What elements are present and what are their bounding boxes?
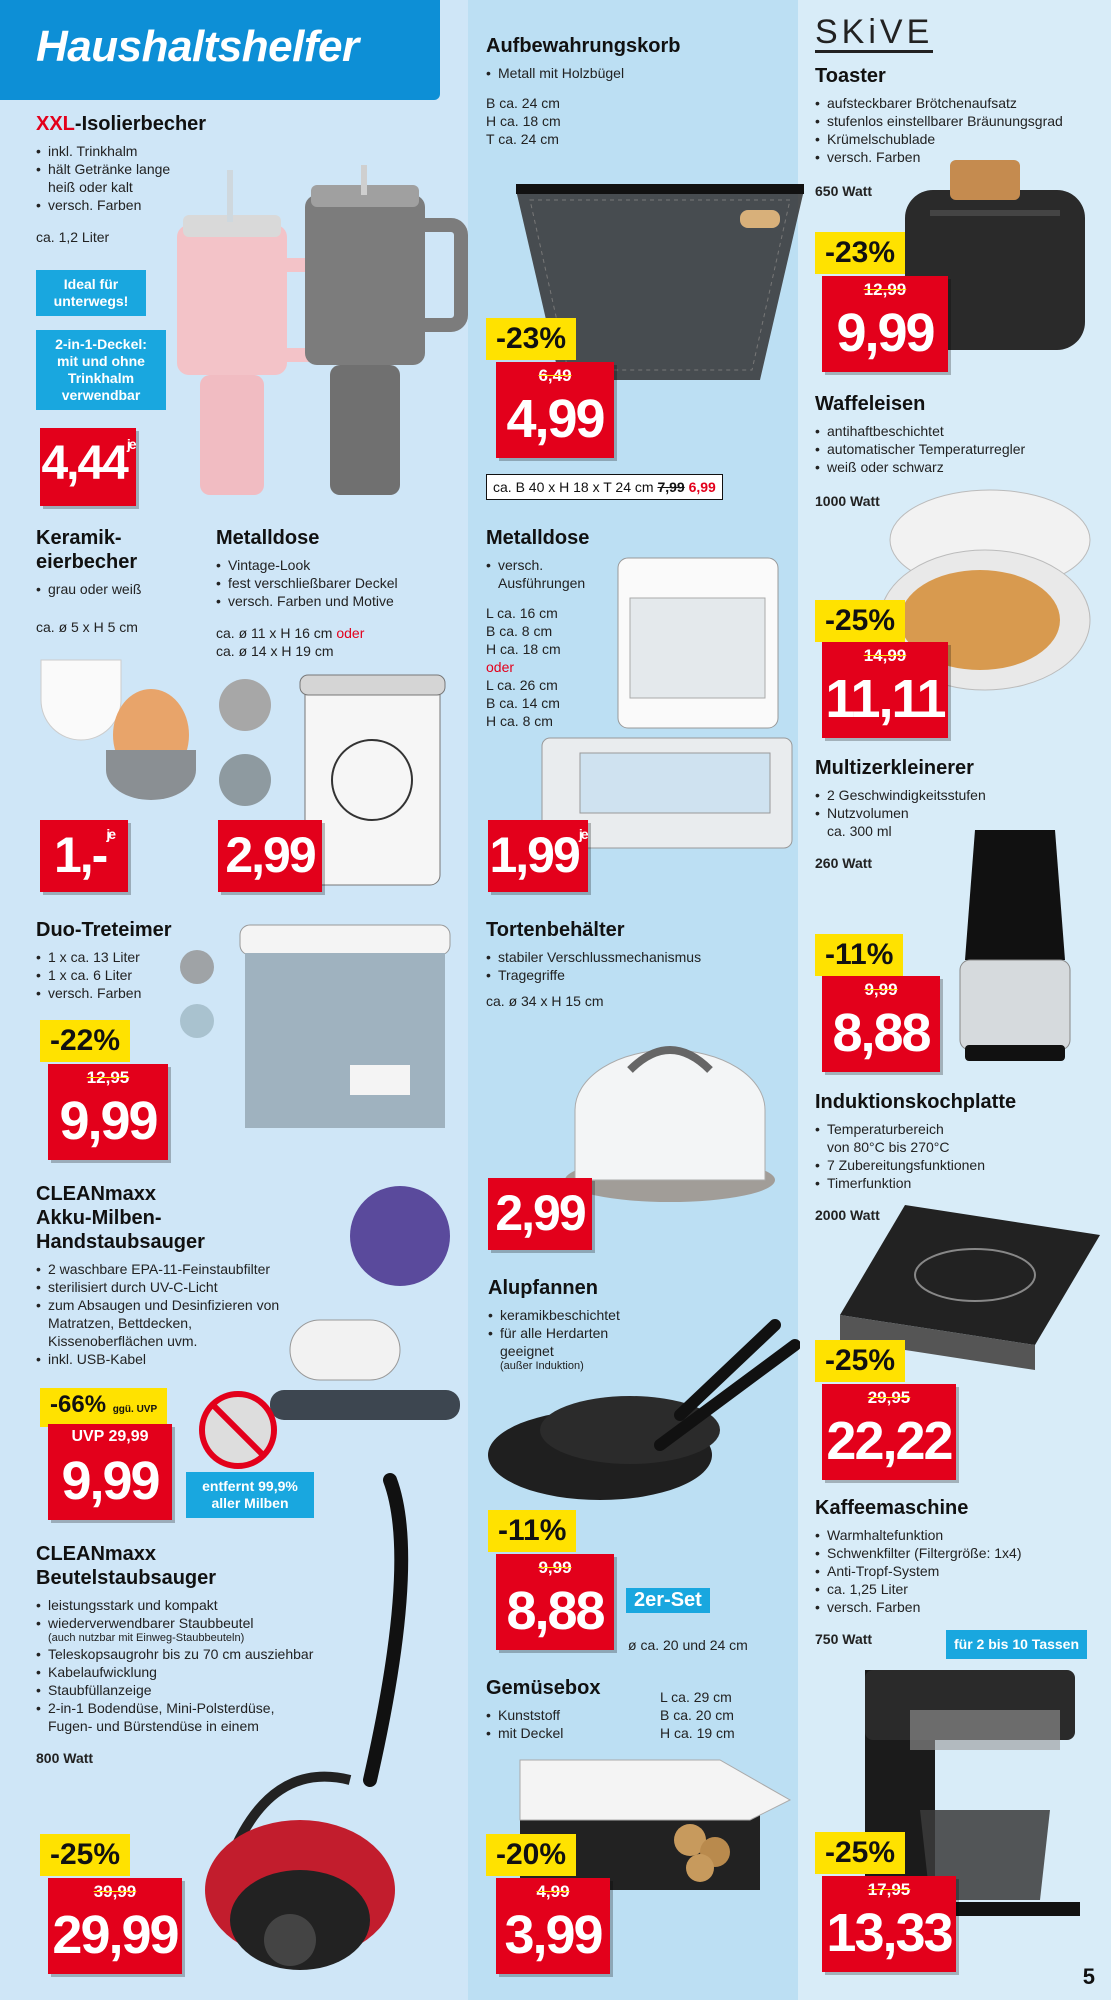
chopper-image	[955, 820, 1075, 1065]
feature-item: • Kunststoff	[486, 1706, 646, 1724]
metalldose1-info	[216, 526, 466, 660]
waffel-title: Waffeleisen	[815, 393, 926, 415]
metalldose2-price: $1,99^{je}$	[488, 820, 588, 892]
feature-item: • Staubfüllanzeige	[36, 1681, 366, 1699]
pfannen-discount: -11%	[488, 1510, 576, 1552]
oder-label: oder	[486, 659, 515, 675]
watt-label: 650 Watt	[815, 183, 873, 199]
multi-title: Multizerkleinerer	[815, 757, 974, 779]
gemuesebox-price: 4,99 3,99	[496, 1878, 610, 1974]
feature-item: • 2 Geschwindigkeitsstufen	[815, 786, 1095, 804]
handstaubsauger-title: CLEANmaxx Akku-Milben- Handstaubsauger	[36, 1183, 205, 1253]
torte-title: Tortenbehälter	[486, 919, 625, 941]
metalldose2-title: Metalldose	[486, 527, 590, 549]
page-title: Haushaltshelfer	[36, 22, 359, 71]
feature-item: • sterilisiert durch UV-C-Licht	[36, 1278, 356, 1296]
feature-item: • Metall mit Holzbügel	[486, 64, 786, 82]
feature-item: • versch. Farben und Motive	[216, 592, 466, 610]
feature-item: • Tragegriffe	[486, 966, 786, 984]
korb-alt-size: ca. B 40 x H 18 x T 24 cm 7,99 6,99	[486, 474, 723, 500]
kaffee-price: 17,95 13,33	[822, 1876, 956, 1972]
feature-item: • zum Absaugen und Desinfizieren von Matratzen, Bettdecken, Kissenoberflächen uvm.	[36, 1296, 356, 1350]
page-number: 5	[1082, 1964, 1095, 1989]
feature-item: • Anti-Tropf-System	[815, 1562, 1095, 1580]
metalldose1-price: 2,99	[218, 820, 322, 892]
feature-item: • 7 Zubereitungsfunktionen	[815, 1156, 1095, 1174]
metalldose2-dims-b: L ca. 26 cm B ca. 14 cm H ca. 8 cm	[486, 677, 560, 729]
waffel-price: 14,99 11,11	[822, 642, 948, 738]
gemuesebox-info	[486, 1676, 646, 1742]
metalldose1-title: Metalldose	[216, 527, 320, 549]
feature-item: • keramikbeschichtet	[488, 1306, 788, 1324]
header-banner	[0, 0, 440, 100]
trash-bin-image	[230, 915, 460, 1145]
metalldose2-dims-a: L ca. 16 cm B ca. 8 cm H ca. 18 cm	[486, 605, 561, 657]
feature-item: • Nutzvolumen ca. 300 ml	[815, 804, 1095, 840]
eierbecher-info	[36, 526, 206, 636]
color-swatch-grey	[180, 950, 214, 984]
feature-item: • mit Deckel	[486, 1724, 646, 1742]
gemuesebox-dims: L ca. 29 cm B ca. 20 cm H ca. 19 cm	[660, 1689, 735, 1741]
color-swatch-blue	[180, 1004, 214, 1038]
feature-item: • Warmhaltefunktion	[815, 1526, 1095, 1544]
gemuesebox-title: Gemüsebox	[486, 1677, 601, 1699]
feature-item: • versch. Farben	[36, 984, 216, 1002]
feature-item: • aufsteckbarer Brötchenaufsatz	[815, 94, 1095, 112]
eierbecher-price: 1,-$^{je}$	[40, 820, 128, 892]
torte-price: 2,99	[488, 1178, 592, 1250]
gemuesebox-discount: -20%	[486, 1834, 576, 1876]
treteimer-price: 12,95 9,99	[48, 1064, 168, 1160]
korb-title: Aufbewahrungskorb	[486, 35, 681, 57]
feature-item: • für alle Herdarten geeignet	[488, 1324, 788, 1360]
deckel-badge: 2-in-1-Deckel: mit und ohne Trinkhalm verwendbar	[36, 330, 166, 410]
feature-item: • Teleskopsaugrohr bis zu 70 cm ausziehbar	[36, 1645, 366, 1663]
skive-logo: SKiVE	[815, 13, 934, 51]
ideal-badge: Ideal für unterwegs!	[36, 270, 146, 316]
feature-item: • antihaftbeschichtet	[815, 422, 1095, 440]
feature-item: • hält Getränke lange heiß oder kalt	[36, 160, 226, 196]
tassen-badge: für 2 bis 10 Tassen	[946, 1630, 1087, 1659]
feature-item: • Krümelschublade	[815, 130, 1095, 148]
feature-item: • wiederverwendbarer Staubbeutel	[36, 1614, 366, 1632]
torte-info	[486, 918, 786, 1010]
feature-item: • automatischer Temperaturregler	[815, 440, 1095, 458]
multi-price: 9,99 8,88	[822, 976, 940, 1072]
toaster-discount: -23%	[815, 232, 905, 274]
metalldose1-dims: ca. ø 11 x H 16 cm oder	[216, 625, 365, 641]
korb-dims: B ca. 24 cm H ca. 18 cm T ca. 24 cm	[486, 95, 561, 147]
feature-item: • 1 x ca. 6 Liter	[36, 966, 216, 984]
tumbler-image	[165, 165, 475, 515]
watt-label: 2000 Watt	[815, 1207, 880, 1223]
waffel-discount: -25%	[815, 600, 905, 642]
korb-price: 6,49 4,99	[496, 362, 614, 458]
canister-vacuum-image	[180, 1470, 470, 1990]
korb-info	[486, 34, 786, 148]
feature-item: • inkl. USB-Kabel	[36, 1350, 356, 1368]
watt-label: 1000 Watt	[815, 493, 880, 509]
milben-badge: entfernt 99,9% aller Milben	[186, 1472, 314, 1518]
kaffee-discount: -25%	[815, 1832, 905, 1874]
watt-label: 750 Watt	[815, 1631, 873, 1647]
feature-item: • Temperaturbereich von 80°C bis 270°C	[815, 1120, 1095, 1156]
eierbecher-title: Keramik- eierbecher	[36, 527, 138, 573]
multi-discount: -11%	[815, 934, 903, 976]
note: (außer Induktion)	[500, 1360, 584, 1372]
set-badge: 2er-Set	[626, 1588, 710, 1613]
eggcup-image	[36, 650, 206, 800]
pfannen-price: 9,99 8,88	[496, 1554, 614, 1650]
eierbecher-dims: ca. ø 5 x H 5 cm	[36, 619, 138, 635]
feature-item: • versch. Ausführungen	[486, 556, 606, 592]
pfannen-title: Alupfannen	[488, 1277, 598, 1299]
beutelstaubsauger-price: 39,99 29,99	[48, 1878, 182, 1974]
feature-item: • Kabelaufwicklung	[36, 1663, 366, 1681]
feature-item: • fest verschließbarer Deckel	[216, 574, 466, 592]
feature-item: • stufenlos einstellbarer Bräunungsgrad	[815, 112, 1095, 130]
kaffee-info	[815, 1496, 1095, 1648]
watt-label: 800 Watt	[36, 1750, 94, 1766]
induktion-price: 29,95 22,22	[822, 1384, 956, 1480]
feature-item: • stabiler Verschlussmechanismus	[486, 948, 786, 966]
watt-label: 260 Watt	[815, 855, 873, 871]
feature-item: • versch. Farben	[815, 148, 1095, 166]
feature-item: • versch. Farben	[815, 1598, 1095, 1616]
isolierbecher-price: $4,44^{je}$	[40, 428, 136, 506]
kaffee-title: Kaffeemaschine	[815, 1497, 969, 1519]
torte-dims: ca. ø 34 x H 15 cm	[486, 993, 604, 1009]
feature-item: • Timerfunktion	[815, 1174, 1095, 1192]
handheld-vacuum-image	[260, 1180, 470, 1450]
treteimer-title: Duo-Treteimer	[36, 919, 172, 941]
handstaubsauger-discount: -66% ggü. UVP	[40, 1388, 167, 1427]
feature-item: • 1 x ca. 13 Liter	[36, 948, 216, 966]
note: (auch nutzbar mit Einweg-Staubbeuteln)	[48, 1632, 245, 1644]
isolierbecher-title: XXL-Isolierbecher	[36, 113, 207, 135]
korb-discount: -23%	[486, 318, 576, 360]
induktion-title: Induktionskochplatte	[815, 1091, 1017, 1113]
feature-item: • weiß oder schwarz	[815, 458, 1095, 476]
feature-item: • 2-in-1 Bodendüse, Mini-Polsterdüse, Fugen- und Bürstendüse in einem	[36, 1699, 366, 1735]
volume-label: ca. 1,2 Liter	[36, 229, 110, 245]
treteimer-discount: -22%	[40, 1020, 130, 1062]
induktion-discount: -25%	[815, 1340, 905, 1382]
pfannen-dims: ø ca. 20 und 24 cm	[628, 1637, 748, 1653]
feature-item: • inkl. Trinkhalm	[36, 142, 226, 160]
feature-item: • Schwenkfilter (Filtergröße: 1x4)	[815, 1544, 1095, 1562]
beutelstaubsauger-title: CLEANmaxx Beutelstaubsauger	[36, 1543, 217, 1589]
feature-item: • leistungsstark und kompakt	[36, 1596, 366, 1614]
frying-pans-image	[480, 1315, 800, 1515]
feature-item: • versch. Farben	[36, 196, 226, 214]
feature-item: • grau oder weiß	[36, 580, 206, 598]
beutelstaubsauger-discount: -25%	[40, 1834, 130, 1876]
feature-item: • 2 waschbare EPA-11-Feinstaubfilter	[36, 1260, 356, 1278]
toaster-price: 12,99 9,99	[822, 276, 948, 372]
handstaubsauger-price: UVP 29,99 9,99	[48, 1424, 172, 1520]
no-mites-icon	[196, 1390, 280, 1470]
feature-item: • Vintage-Look	[216, 556, 466, 574]
toaster-title: Toaster	[815, 65, 886, 87]
feature-item: • ca. 1,25 Liter	[815, 1580, 1095, 1598]
metalldose1-dims-b: ca. ø 14 x H 19 cm	[216, 643, 334, 659]
